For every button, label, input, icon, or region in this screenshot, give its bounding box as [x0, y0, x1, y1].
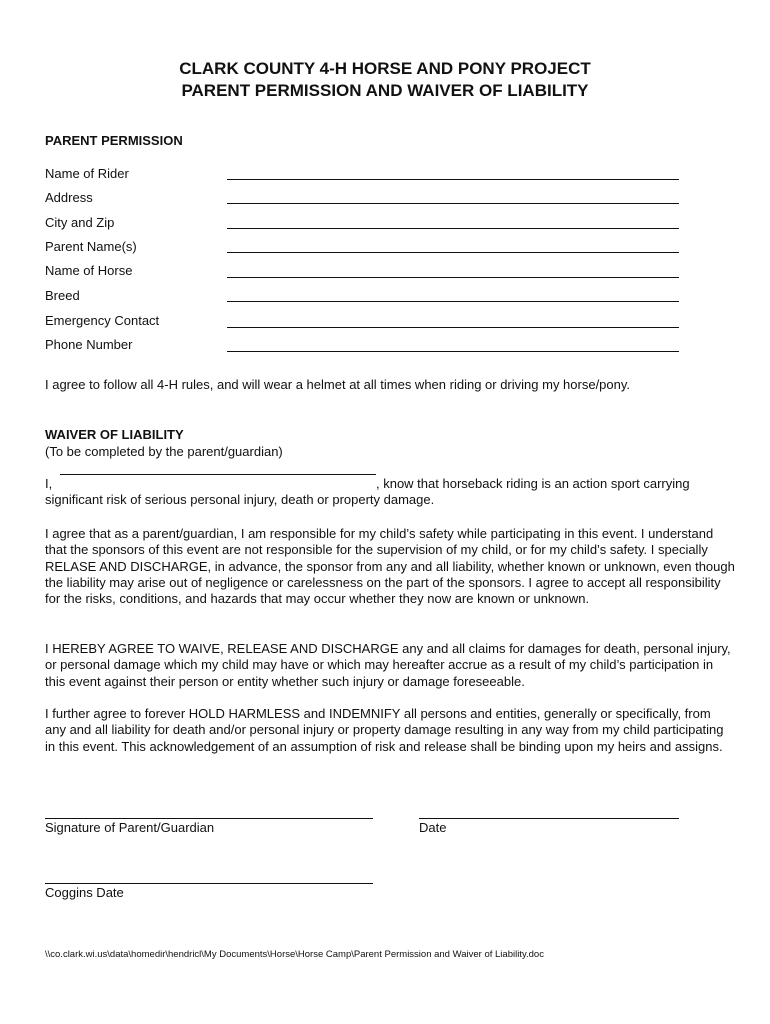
- name-of-horse-field[interactable]: [227, 277, 679, 278]
- parent-names-field[interactable]: [227, 252, 679, 253]
- parent-names-label: Parent Name(s): [45, 239, 137, 254]
- emergency-contact-label: Emergency Contact: [45, 313, 160, 328]
- phone-number-label: Phone Number: [45, 337, 133, 352]
- name-of-rider-label: Name of Rider: [45, 166, 129, 181]
- address-label: Address: [45, 190, 93, 205]
- waiver-para1-prefix: I,: [45, 476, 53, 491]
- document-title-line-1: CLARK COUNTY 4-H HORSE AND PONY PROJECT: [179, 59, 591, 78]
- coggins-date-field[interactable]: [45, 883, 373, 884]
- date-label: Date: [419, 820, 447, 835]
- signature-field[interactable]: [45, 818, 373, 819]
- address-field[interactable]: [227, 203, 679, 204]
- parent-permission-heading: PARENT PERMISSION: [45, 133, 183, 148]
- document-title-line-2: PARENT PERMISSION AND WAIVER OF LIABILITY: [181, 81, 589, 100]
- name-of-rider-field[interactable]: [227, 179, 679, 180]
- breed-field[interactable]: [227, 301, 679, 302]
- date-field[interactable]: [419, 818, 679, 819]
- signature-label: Signature of Parent/Guardian: [45, 820, 215, 835]
- emergency-contact-field[interactable]: [227, 327, 679, 328]
- waiver-heading: WAIVER OF LIABILITY: [45, 427, 184, 442]
- city-and-zip-field[interactable]: [227, 228, 679, 229]
- name-of-horse-label: Name of Horse: [45, 263, 133, 278]
- waiver-paragraph-2: I agree that as a parent/guardian, I am responsible for my child’s safety while participating in this event. I understand that the sponsors of this event are not responsible for the supervision of my child, or for my child’s safety. I specially RELASE AND DISCHARGE, in advance, the sponsor from any and all liability, whether known or unknown, even though the liability may arise out of negligence or carelessness on the part of the sponsors. I agree to accept all responsibility for the risks, conditions, and hazards that may occur whether they now are known or unknown.: [45, 526, 735, 607]
- waiver-paragraph-4: I further agree to forever HOLD HARMLESS and INDEMNIFY all persons and entities, generally or specifically, from any and all liability for death and/or personal injury or property damage resulting in any way from my child participating in this event. This acknowledgement of an assumption of risk and release shall be binding upon my heirs and assigns.: [45, 706, 724, 754]
- phone-number-field[interactable]: [227, 351, 679, 352]
- guardian-name-field[interactable]: [60, 474, 376, 475]
- waiver-para1-line2: significant risk of serious personal injury, death or property damage.: [45, 492, 435, 507]
- waiver-para1-suffix: , know that horseback riding is an action sport carrying: [376, 476, 690, 491]
- waiver-subheading: (To be completed by the parent/guardian): [45, 444, 283, 459]
- waiver-paragraph-3: I HEREBY AGREE TO WAIVE, RELEASE AND DISCHARGE any and all claims for damages for death, personal injury, or personal damage which my child may have or which may hereafter accrue as a result of my child’s participation in this event against their person or entity whether such injury or damage foreseeable.: [45, 641, 731, 689]
- footer-file-path: \\co.clark.wi.us\data\homedir\hendricl\My Documents\Horse\Horse Camp\Parent Permission and Waiver of Liability.doc: [45, 949, 544, 960]
- coggins-date-label: Coggins Date: [45, 885, 124, 900]
- agree-statement: I agree to follow all 4-H rules, and will wear a helmet at all times when riding or driving my horse/pony.: [45, 377, 631, 392]
- breed-label: Breed: [45, 288, 80, 303]
- city-and-zip-label: City and Zip: [45, 215, 115, 230]
